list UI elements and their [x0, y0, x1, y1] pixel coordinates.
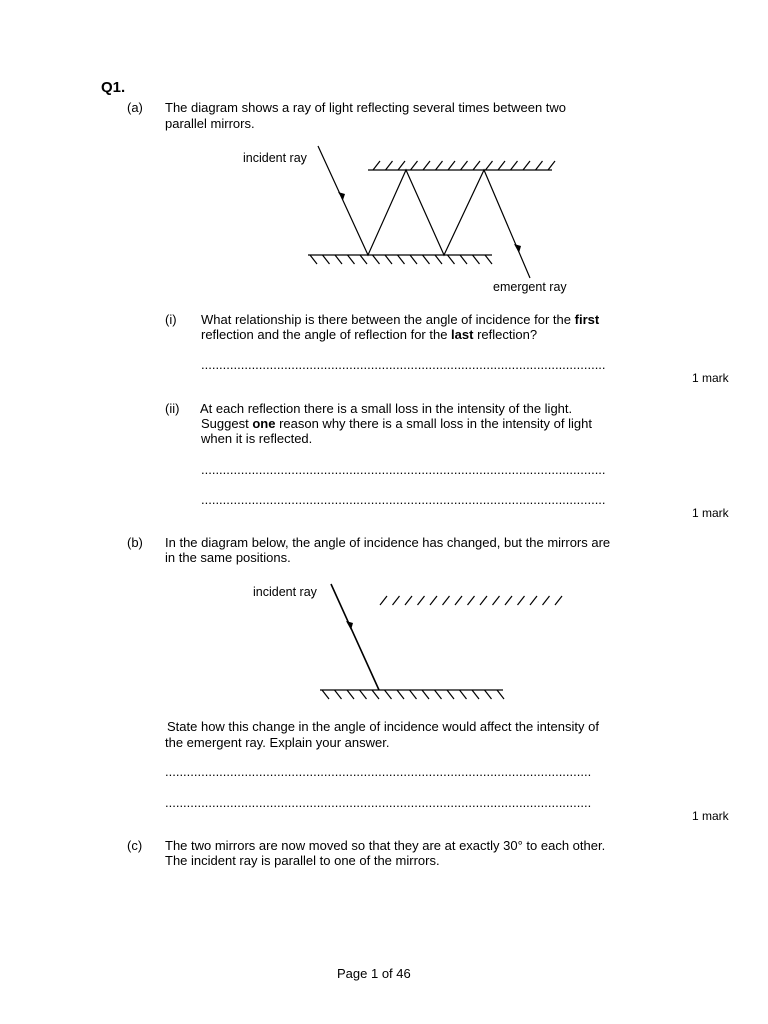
sub-i-line2: reflection and the angle of reflection for the last reflection? — [201, 327, 538, 342]
mirror-hatch — [497, 690, 504, 699]
mirror-hatch — [472, 690, 479, 699]
part-b-label: (b) — [127, 535, 143, 550]
mirror-hatch — [543, 596, 550, 605]
mirror-hatch — [322, 690, 329, 699]
mirror-hatch — [518, 596, 525, 605]
question-number: Q1. — [101, 79, 126, 96]
diagram-b-top-mirror — [378, 596, 564, 605]
mirror-hatch — [372, 690, 379, 699]
sub-ii-label: (ii) — [165, 401, 180, 416]
mirror-hatch — [380, 596, 387, 605]
part-c-label: (c) — [127, 838, 143, 853]
part-b-answer-line-1[interactable]: ...................................................................................................................... — [165, 764, 592, 779]
mirror-hatch — [430, 596, 437, 605]
mirror-hatch — [480, 596, 487, 605]
part-b-task-line1: State how this change in the angle of incidence would affect the intensity of — [167, 719, 599, 734]
sub-i-line1: What relationship is there between the angle of incidence for the first — [201, 312, 600, 327]
part-b-answer-line-2[interactable]: ...................................................................................................................... — [165, 795, 592, 810]
diagram-b-ray — [331, 584, 379, 690]
sub-ii-line2: Suggest one reason why there is a small loss in the intensity of light — [201, 416, 592, 431]
sub-ii-mark: 1 mark — [692, 506, 729, 520]
sub-i-mark: 1 mark — [692, 371, 729, 385]
part-a-intro-line2: parallel mirrors. — [165, 116, 255, 131]
part-b-intro-line1: In the diagram below, the angle of incidence has changed, but the mirrors are — [165, 535, 611, 550]
mirror-hatch — [347, 690, 354, 699]
part-a-label: (a) — [127, 100, 143, 115]
mirror-hatch — [397, 690, 404, 699]
mirror-hatch — [335, 690, 342, 699]
mirror-hatch — [393, 596, 400, 605]
mirror-hatch — [360, 690, 367, 699]
part-b-mark: 1 mark — [692, 809, 729, 823]
mirror-hatch — [405, 596, 412, 605]
mirror-hatch — [418, 596, 425, 605]
part-b-task-line2: the emergent ray. Explain your answer. — [165, 735, 390, 750]
mirror-hatch — [485, 690, 492, 699]
mirror-hatch — [447, 690, 454, 699]
mirror-hatch — [410, 690, 417, 699]
part-c-line1: The two mirrors are now moved so that they are at exactly 30° to each other. — [165, 838, 606, 853]
part-b-intro-line2: in the same positions. — [165, 550, 291, 565]
sub-ii-answer-line-1[interactable]: ................................................................................................................ — [201, 462, 606, 477]
sub-i-answer-line[interactable]: ................................................................................................................ — [201, 357, 606, 372]
mirror-hatch — [385, 690, 392, 699]
mirror-hatch — [435, 690, 442, 699]
mirror-hatch — [530, 596, 537, 605]
mirror-hatch — [468, 596, 475, 605]
part-a-intro-line1: The diagram shows a ray of light reflecting several times between two — [165, 100, 567, 115]
mirror-hatch — [455, 596, 462, 605]
mirror-hatch — [443, 596, 450, 605]
diagram-a-incident-label: incident ray — [243, 151, 307, 165]
diagram-b-bottom-mirror — [320, 690, 504, 699]
page-number: Page 1 of 46 — [337, 966, 411, 981]
sub-i-label: (i) — [165, 312, 177, 327]
sub-ii-answer-line-2[interactable]: ................................................................................................................ — [201, 492, 606, 507]
mirror-hatch — [505, 596, 512, 605]
mirror-hatch — [555, 596, 562, 605]
diagram-a-emergent-label: emergent ray — [493, 280, 567, 294]
part-c-line2: The incident ray is parallel to one of the mirrors. — [165, 853, 440, 868]
sub-ii-line1: At each reflection there is a small loss in the intensity of the light. — [200, 401, 573, 416]
mirror-hatch — [460, 690, 467, 699]
mirror-hatch — [493, 596, 500, 605]
diagram-b-incident-label: incident ray — [253, 585, 317, 599]
sub-ii-line3: when it is reflected. — [201, 431, 313, 446]
mirror-hatch — [422, 690, 429, 699]
